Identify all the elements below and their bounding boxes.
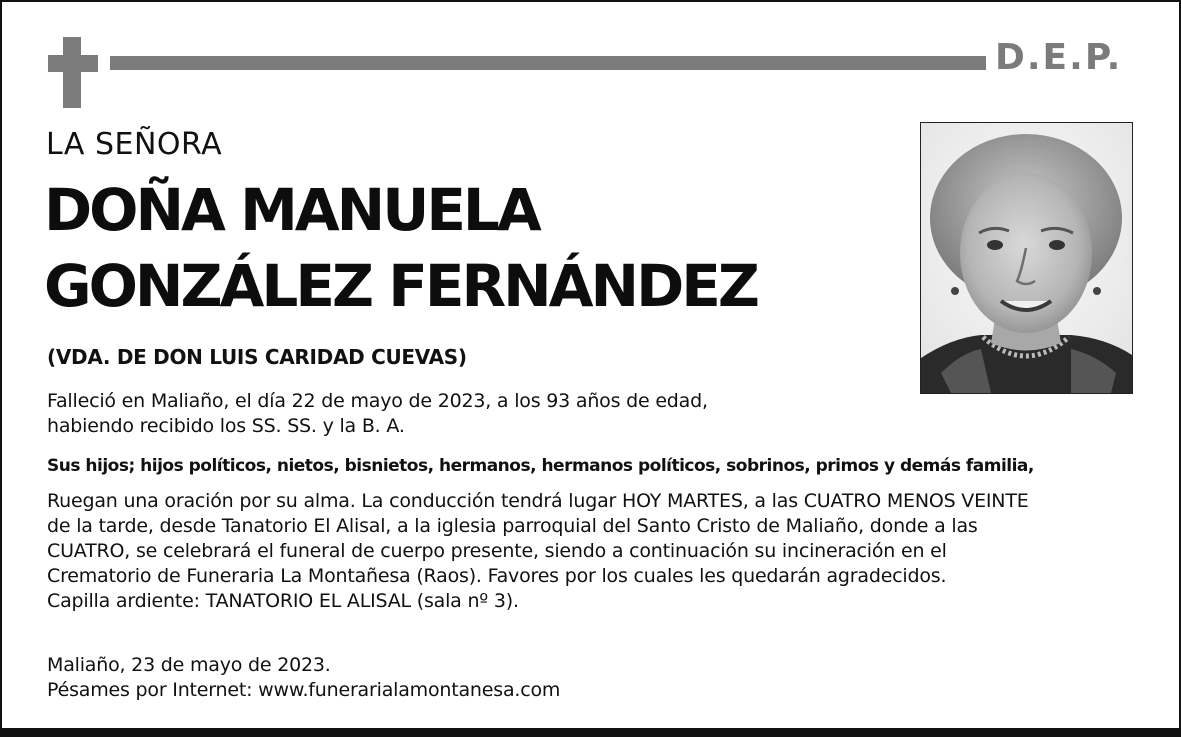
closing (47, 653, 560, 703)
death-notice-line1: Falleció en Maliaño, el día 22 de mayo de 2023, a los 93 años de edad, (47, 390, 708, 412)
place-date: Maliaño, 23 de mayo de 2023. (47, 654, 331, 676)
ceremony-line5: Capilla ardiente: TANATORIO EL ALISAL (sala nº 3). (47, 590, 519, 612)
portrait-illustration (921, 123, 1132, 393)
ceremony-line2: de la tarde, desde Tanatorio El Alisal, a la iglesia parroquial del Santo Cristo de Maliaño, donde a las (47, 515, 978, 537)
death-notice (47, 389, 708, 439)
death-notice-line2: habiendo recibido los SS. SS. y la B. A. (47, 415, 405, 437)
ceremony-details (47, 489, 1029, 614)
title-prefix: LA SEÑORA (46, 127, 223, 162)
cross-icon-arm (48, 55, 98, 72)
header-rule (110, 56, 986, 70)
dep-label: D.E.P. (995, 37, 1123, 78)
ceremony-line1: Ruegan una oración por su alma. La conducción tendrá lugar HOY MARTES, a las CUATRO MENOS VEINTE (47, 490, 1029, 512)
condolences-link: Pésames por Internet: www.funerarialamontanesa.com (47, 679, 561, 701)
deceased-name-line2: GONZÁLEZ FERNÁNDEZ (44, 252, 757, 320)
deceased-name-line1: DOÑA MANUELA (44, 176, 539, 244)
ceremony-line4: Crematorio de Funeraria La Montañesa (Raos). Favores por los cuales les quedarán agradecidos. (47, 565, 947, 587)
deceased-name (44, 172, 757, 324)
widow-note: (VDA. DE DON LUIS CARIDAD CUEVAS) (47, 345, 467, 369)
cross-icon (63, 37, 81, 108)
ceremony-line3: CUATRO, se celebrará el funeral de cuerpo presente, siendo a continuación su incineración en el (47, 540, 947, 562)
portrait-photo (920, 122, 1133, 394)
family-line: Sus hijos; hijos políticos, nietos, bisnietos, hermanos, hermanos políticos, sobrinos, primos y demás familia, (47, 456, 1034, 476)
bottom-border (0, 728, 1181, 737)
